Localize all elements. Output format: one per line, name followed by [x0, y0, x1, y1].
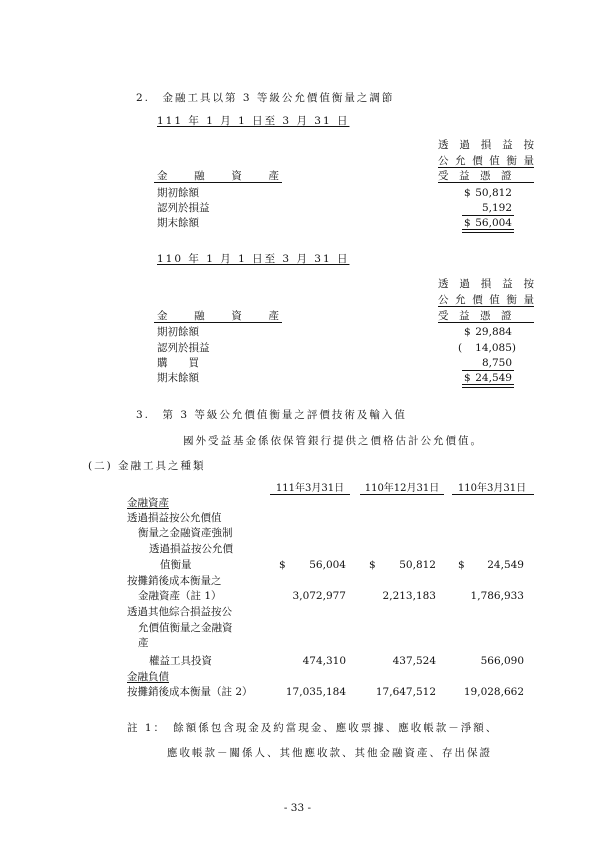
- page-number: - 33 -: [283, 802, 312, 814]
- row-label: 期初餘額: [157, 326, 199, 338]
- row-value: 24,549: [475, 372, 512, 384]
- row-label: 期初餘額: [157, 187, 199, 199]
- row-value: 56,004: [475, 217, 512, 229]
- row-value: 29,884: [475, 326, 512, 338]
- fvtpl-label-1: 透過損益按公允價值: [127, 512, 222, 524]
- period-110: 110 年 1 月 1 日至 3 月 31 日: [157, 253, 350, 265]
- note-1-line-2: 應收帳款－關係人、其他應收款、其他金融資產、存出保證: [167, 747, 492, 759]
- row-label: 認列於損益: [157, 202, 210, 214]
- note-1-line-1: 註 1： 餘額係包含現金及約當現金、應收票據、應收帳款－淨額、: [127, 722, 499, 734]
- dollar-sign: $: [458, 559, 465, 571]
- subtotal-underline: [462, 370, 514, 371]
- financial-assets-heading: 金融資產: [127, 497, 169, 509]
- column-header: 110年12月31日: [364, 483, 440, 494]
- fvtpl-value: 24,549: [487, 559, 524, 571]
- col-heading-underline: [438, 167, 534, 168]
- column-header: 111年3月31日: [275, 483, 345, 494]
- total-double-underline: [462, 384, 514, 388]
- column-header-underline: [360, 494, 444, 495]
- fvoci-label-1: 透過其他綜合損益按公: [127, 606, 232, 618]
- row-value: 14,085): [475, 342, 516, 354]
- equity-value: 437,524: [392, 655, 436, 667]
- section-2-title: 2. 金融工具以第 3 等級公允價值衡量之調節: [136, 92, 395, 104]
- dollar-sign: $: [464, 187, 471, 199]
- column-header: 110年3月31日: [457, 483, 527, 494]
- fvtpl-value: 50,812: [399, 559, 436, 571]
- liabilities-value: 17,035,184: [285, 686, 346, 698]
- col-heading-1-3: 受 益 憑 證: [438, 170, 512, 182]
- row-label: 購 買: [157, 357, 199, 369]
- liabilities-value: 19,028,662: [463, 686, 524, 698]
- col-heading-underline: [438, 322, 534, 323]
- col-heading-2-1: 透 過 損 益 按: [438, 278, 534, 290]
- total-double-underline: [462, 229, 514, 233]
- row-heading-financial-assets: 金 融 資 產: [157, 170, 279, 182]
- dollar-sign: $: [464, 217, 471, 229]
- row-label: 認列於損益: [157, 342, 210, 354]
- financial-liabilities-heading: 金融負債: [127, 671, 169, 683]
- subtotal-underline: [462, 215, 514, 216]
- row-label: 期末餘額: [157, 372, 199, 384]
- col-heading-underline: [438, 306, 534, 307]
- col-heading-2-3: 受 益 憑 證: [438, 310, 512, 322]
- period-111: 111 年 1 月 1 日至 3 月 31 日: [157, 115, 350, 127]
- amortized-value: 3,072,977: [292, 590, 346, 602]
- row-value: 8,750: [481, 357, 512, 369]
- fvtpl-label-2: 衡量之金融資產強制: [138, 527, 233, 539]
- col-heading-1-2: 公 允 價 值 衡 量: [438, 155, 534, 167]
- col-heading-underline: [438, 182, 534, 183]
- amortized-label-2: 金融資產（註 1）: [138, 590, 222, 602]
- paren-open: (: [458, 342, 463, 354]
- amortized-label-1: 按攤銷後成本衡量之: [127, 575, 222, 587]
- col-heading-1-1: 透 過 損 益 按: [438, 139, 534, 151]
- col-heading-2-2: 公 允 價 值 衡 量: [438, 294, 534, 306]
- dollar-sign: $: [464, 372, 471, 384]
- fvtpl-label-3: 透過損益按公允價: [149, 543, 233, 555]
- equity-investments-label: 權益工具投資: [149, 655, 212, 667]
- equity-value: 566,090: [480, 655, 524, 667]
- section-types-title: (二) 金融工具之種類: [88, 460, 206, 472]
- column-header-underline: [452, 494, 534, 495]
- row-label: 期末餘額: [157, 217, 199, 229]
- liabilities-value: 17,647,512: [375, 686, 436, 698]
- row-heading-financial-assets: 金 融 資 產: [157, 310, 279, 322]
- fvoci-label-2: 允價值衡量之金融資: [138, 622, 233, 634]
- dollar-sign: $: [464, 326, 471, 338]
- amortized-value: 2,213,183: [382, 590, 436, 602]
- liabilities-label: 按攤銷後成本衡量（註 2）: [127, 686, 253, 698]
- fvtpl-value: 56,004: [309, 559, 346, 571]
- dollar-sign: $: [279, 559, 286, 571]
- row-value: 50,812: [475, 187, 512, 199]
- section-3-title: 3. 第 3 等級公允價值衡量之評價技術及輸入值: [136, 409, 407, 421]
- row-heading-underline: [154, 322, 282, 323]
- amortized-value: 1,786,933: [470, 590, 524, 602]
- equity-value: 474,310: [302, 655, 346, 667]
- fvoci-label-3: 產: [138, 637, 149, 649]
- row-heading-underline: [154, 182, 282, 183]
- column-header-underline: [270, 494, 350, 495]
- section-3-body: 國外受益基金係依保管銀行提供之價格估計公允價值。: [183, 435, 483, 447]
- row-value: 5,192: [481, 202, 512, 214]
- dollar-sign: $: [369, 559, 376, 571]
- fvtpl-label-4: 值衡量: [160, 559, 192, 571]
